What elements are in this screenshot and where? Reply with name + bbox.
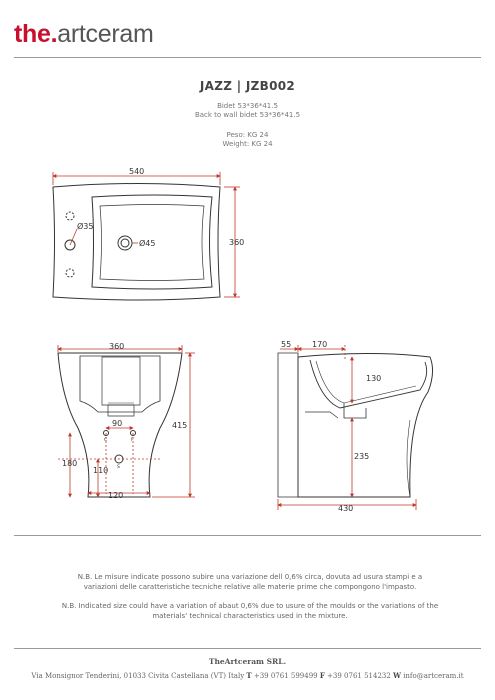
label-s: S [117, 465, 120, 470]
dim-top-depth: 360 [229, 238, 245, 247]
brand-logo-regular: artceram [57, 20, 154, 48]
tap-hole-bot [66, 269, 74, 277]
top-view-dimensions [53, 172, 240, 297]
footer-company: TheArtceram SRL. [208, 657, 287, 666]
dim-side-130: 130 [366, 374, 382, 383]
dim-tap-hole: Ø35 [77, 222, 94, 231]
footer-fax: +39 0761 514232 [327, 672, 391, 680]
dim-front-width: 360 [109, 342, 125, 351]
dim-front-180: 180 [62, 459, 78, 468]
product-weight: Weight: KG 24 [222, 140, 273, 148]
dim-front-holes: 90 [112, 419, 123, 428]
side-view-bowl [310, 360, 427, 408]
dim-side-235: 235 [354, 452, 370, 461]
side-view-trap [344, 403, 366, 418]
side-view [278, 353, 433, 497]
footer-phone[interactable]: +39 0761 599499 [253, 672, 318, 680]
side-view-wall [278, 353, 298, 497]
note-english: N.B. Indicated size could have a variation of abaut 0,6% due to usure of the moulds or the variations of the materials' technical characteristics used in the mixture. [61, 602, 439, 620]
front-view-rim [80, 356, 160, 412]
note-italian: N.B. Le misure indicate possono subire una variazione dell 0,6% circa, dovuta ad usura stampi e a variazioni delle caratteristiche tecniche relative alle materie prime che compongono l'impasto. [77, 573, 423, 591]
product-line-2: Back to wall bidet 53*36*41.5 [194, 111, 301, 119]
dim-front-height: 415 [172, 421, 188, 430]
product-line-1: Bidet 53*36*41.5 [217, 102, 278, 110]
footer-address-line [0, 671, 495, 680]
brand-logo-bold: the. [14, 20, 58, 48]
dim-side-170: 170 [312, 340, 328, 349]
product-peso: Peso: KG 24 [226, 131, 269, 139]
drain-hole-inner [121, 239, 129, 247]
label-c: C [104, 438, 108, 443]
footer-t-label: T [246, 671, 252, 680]
footer-web-link[interactable]: info@artceram.it [403, 672, 464, 680]
tap-hole-top [66, 212, 74, 220]
footer-address: Via Monsignor Tenderini, 01033 Civita Castellana (VT) Italy [31, 672, 245, 680]
product-title: JAZZ | JZB002 [199, 79, 296, 93]
side-view-dimensions [278, 345, 416, 510]
footer-f-label: F [319, 671, 325, 680]
drain-hole [118, 236, 132, 250]
dim-top-width: 540 [129, 167, 145, 176]
dim-drain-hole: Ø45 [139, 239, 156, 248]
dim-side-55: 55 [281, 340, 292, 349]
dim-side-430: 430 [338, 504, 354, 513]
notes-divider-top [14, 535, 481, 536]
dim-front-110: 110 [93, 466, 109, 475]
front-view-step [108, 405, 134, 416]
footer-divider [14, 648, 481, 649]
footer-w-label: W [393, 671, 401, 680]
front-view-panel [102, 357, 140, 405]
dim-front-base: 120 [108, 491, 124, 500]
label-f: F [131, 438, 134, 443]
top-view [53, 184, 220, 301]
top-view-outline [53, 184, 220, 301]
